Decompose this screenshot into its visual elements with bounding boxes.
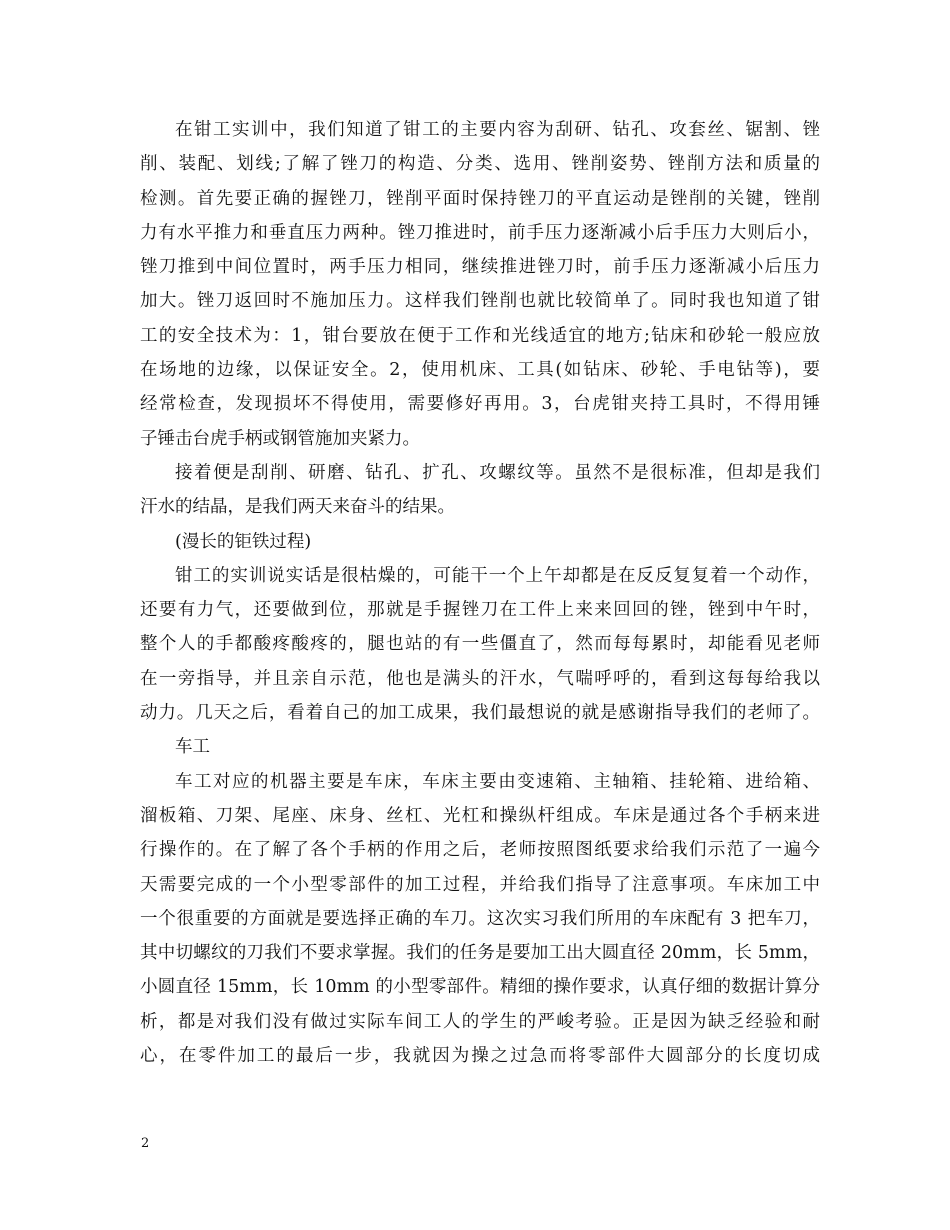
text-line: 一个很重要的方面就是要选择正确的车刀。这次实习我们所用的车床配有 3 把车刀， <box>140 908 820 929</box>
text-line: 在场地的边缘，以保证安全。2，使用机床、工具(如钻床、砂轮、手电钻等)，要 <box>140 360 820 381</box>
text-line: 削、装配、划线;了解了锉刀的构造、分类、选用、锉削姿势、锉削方法和质量的 <box>140 154 820 175</box>
text-line: 子锤击台虎手柄或钢管施加夹紧力。 <box>140 428 420 449</box>
text-line: 心，在零件加工的最后一步，我就因为操之过急而将零部件大圆部分的长度切成 <box>140 1046 820 1067</box>
text-line: 行操作的。在了解了各个手柄的作用之后，老师按照图纸要求给我们示范了一遍今 <box>140 840 820 861</box>
text-line: 经常检查，发现损坏不得使用，需要修好再用。3，台虎钳夹持工具时，不得用锤 <box>140 394 820 415</box>
text-line: 溜板箱、刀架、尾座、床身、丝杠、光杠和操纵杆组成。车床是通过各个手柄来进 <box>140 805 820 826</box>
text-line: 析，都是对我们没有做过实际车间工人的学生的严峻考验。正是因为缺乏经验和耐 <box>140 1011 820 1032</box>
text-line: 锉刀推到中间位置时，两手压力相同，继续推进锉刀时，前手压力逐渐减小后压力 <box>140 257 820 278</box>
text-line: 在一旁指导，并且亲自示范，他也是满头的汗水，气喘呼呼的，看到这每每给我以 <box>140 668 820 689</box>
text-line: 其中切螺纹的刀我们不要求掌握。我们的任务是要加工出大圆直径 20mm，长 5mm， <box>140 943 820 964</box>
text-line: 检测。首先要正确的握锉刀，锉削平面时保持锉刀的平直运动是锉削的关键，锉削 <box>140 188 820 209</box>
text-line: 接着便是刮削、研磨、钻孔、扩孔、攻螺纹等。虽然不是很标准，但却是我们 <box>175 462 820 483</box>
text-line: 还要有力气，还要做到位，那就是手握锉刀在工件上来来回回的锉，锉到中午时， <box>140 600 820 621</box>
text-line: 车工 <box>175 737 210 758</box>
text-line: 加大。锉刀返回时不施加压力。这样我们锉削也就比较简单了。同时我也知道了钳 <box>140 291 820 312</box>
text-line: 小圆直径 15mm，长 10mm 的小型零部件。精细的操作要求，认真仔细的数据计算分 <box>140 977 820 998</box>
text-line: 工的安全技术为：1，钳台要放在便于工作和光线适宜的地方;钻床和砂轮一般应放 <box>140 325 820 346</box>
text-line: 动力。几天之后，看着自己的加工成果，我们最想说的就是感谢指导我们的老师了。 <box>140 703 820 724</box>
text-line: 在钳工实训中，我们知道了钳工的主要内容为刮研、钻孔、攻套丝、锯割、锉 <box>175 120 820 140</box>
body-text <box>140 113 820 1073</box>
text-line: 力有水平推力和垂直压力两种。锉刀推进时，前手压力逐渐减小后手压力大则后小， <box>140 222 820 243</box>
text-line: 汗水的结晶，是我们两天来奋斗的结果。 <box>140 497 455 518</box>
text-line: 整个人的手都酸疼酸疼的，腿也站的有一些僵直了，然而每每累时，却能看见老师 <box>140 634 820 655</box>
page-number: 2 <box>141 1136 150 1151</box>
text-line: 车工对应的机器主要是车床，车床主要由变速箱、主轴箱、挂轮箱、进给箱、 <box>175 771 820 792</box>
text-line: 钳工的实训说实话是很枯燥的，可能干一个上午却都是在反反复复着一个动作， <box>175 565 820 586</box>
text-line: 天需要完成的一个小型零部件的加工过程，并给我们指导了注意事项。车床加工中 <box>140 874 820 895</box>
text-line: (漫长的钜铁过程) <box>175 531 312 552</box>
